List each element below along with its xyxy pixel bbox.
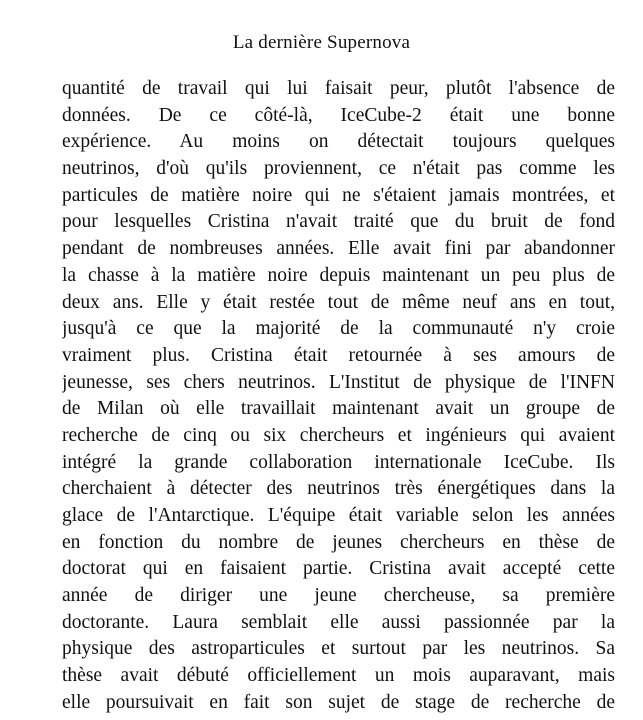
body-line: doctorat qui en faisaient partie. Cristina avait accepté cette [62,558,615,580]
body-line: recherche de cinq ou six chercheurs et ingénieurs qui avaient [62,424,615,446]
body-line: la chasse à la matière noire depuis maintenant un peu plus de [62,264,615,286]
body-line: données. De ce côté-là, IceCube-2 était une bonne [62,104,615,126]
body-line: glace de l'Antarctique. L'équipe était variable selon les années [62,505,615,526]
body-line: intégré la grande collaboration internationale IceCube. Ils [62,451,615,473]
body-line: particules de matière noire qui ne s'étaient jamais montrées, et [62,184,615,206]
body-line: quantité de travail qui lui faisait peur, plutôt l'absence de [62,78,615,99]
body-text [62,76,615,717]
body-line: thèse avait débuté officiellement un mois auparavant, mais [62,665,615,687]
body-line: jusqu'à ce que la majorité de la communauté n'y croie [62,318,615,340]
body-line: elle poursuivait en fait son sujet de stage de recherche de [62,691,615,713]
body-line: physique des astroparticules et surtout par les neutrinos. Sa [62,638,615,660]
body-line: jeunesse, ses chers neutrinos. L'Institut de physique de l'INFN [62,371,615,393]
body-line: deux ans. Elle y était restée tout de même neuf ans en tout, [62,291,615,313]
body-line: neutrinos, d'où qu'ils proviennent, ce n'était pas comme les [62,158,615,180]
body-line: doctorante. Laura semblait elle aussi passionnée par la [62,611,615,633]
body-line: année de diriger une jeune chercheuse, sa première [62,585,615,607]
body-line: cherchaient à détecter des neutrinos très énergétiques dans la [62,478,615,500]
body-line: pendant de nombreuses années. Elle avait fini par abandonner [62,238,615,260]
page-title: La dernière Supernova [232,32,411,53]
body-line: en fonction du nombre de jeunes chercheurs en thèse de [62,531,615,553]
body-line: pour lesquelles Cristina n'avait traité que du bruit de fond [62,211,615,233]
body-line: de Milan où elle travaillait maintenant avait un groupe de [62,398,615,420]
body-line: vraiment plus. Cristina était retournée à ses amours de [62,344,615,366]
body-line: expérience. Au moins on détectait toujours quelques [62,131,615,153]
